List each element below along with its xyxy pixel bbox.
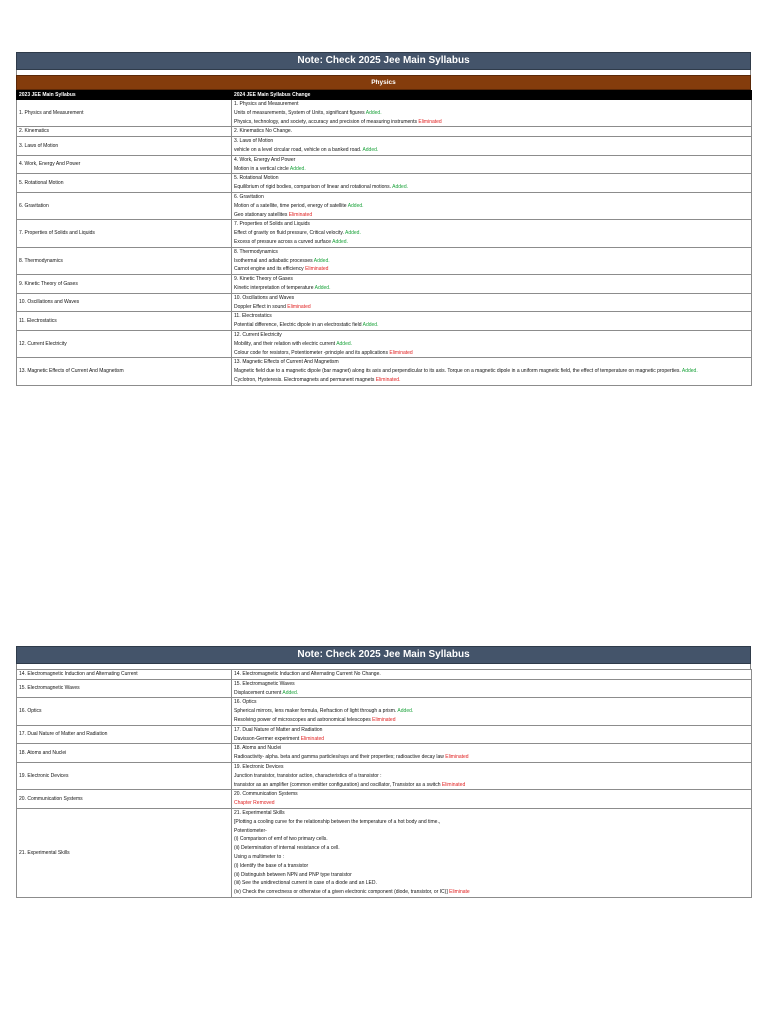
change-line	[234, 248, 749, 257]
change-line	[234, 284, 749, 293]
change-2024	[232, 670, 752, 680]
change-text: 6. Gravitation	[234, 193, 264, 200]
change-2024	[232, 247, 752, 274]
change-text: Potential difference, Electric dipole in an electrostatic field	[234, 322, 362, 329]
change-text: (i) Identify the base of a transistor	[234, 862, 309, 869]
change-line	[234, 165, 749, 174]
table-row	[17, 137, 752, 156]
eliminated-tag: Eliminate	[449, 889, 470, 896]
change-2024	[232, 744, 752, 763]
change-text: Physics, technology, and society, accuracy and precision of measuring instruments	[234, 118, 417, 125]
change-line	[234, 349, 749, 358]
eliminated-tag: Eliminated	[372, 716, 396, 723]
added-tag: Added.	[336, 340, 353, 347]
change-line	[234, 827, 749, 836]
change-text: Isothermal and adiabatic processes	[234, 257, 313, 264]
change-text: Motion of a satellite, time period, energy of satellite	[234, 202, 347, 209]
change-text: [Plotting a cooling curve for the relationship between the temperature of a hot body and time.,	[234, 818, 441, 825]
change-line	[234, 790, 749, 799]
change-line	[234, 376, 749, 385]
topic-2023: 8. Thermodynamics	[17, 247, 232, 274]
change-text: Mobility, and their relation with electric current	[234, 340, 336, 347]
eliminated-tag: Eliminated	[288, 211, 313, 218]
change-line	[234, 174, 749, 183]
eliminated-tag: Eliminated	[445, 754, 469, 761]
change-text: 12. Current Electricity	[234, 331, 282, 338]
change-line	[234, 670, 749, 679]
change-text: 21. Experimental Skills	[234, 809, 285, 816]
note-banner: Note: Check 2025 Jee Main Syllabus	[16, 646, 751, 664]
table-row	[17, 127, 752, 137]
change-2024	[232, 293, 752, 312]
change-text: Junction transistor, transistor action, characteristics of a transistor :	[234, 772, 382, 779]
table-row	[17, 698, 752, 725]
change-2024	[232, 192, 752, 219]
change-line	[234, 753, 749, 762]
added-tag: Added.	[397, 708, 414, 715]
change-line	[234, 118, 749, 127]
change-text: Motion in a vertical circle	[234, 165, 289, 172]
added-tag: Added.	[289, 165, 306, 172]
eliminated-tag: Chapter Removed	[234, 800, 275, 807]
table-row	[17, 312, 752, 331]
added-tag: Added.	[332, 238, 348, 245]
change-text: Spherical mirrors, lens maker formula, Refraction of light through a prism.	[234, 708, 397, 715]
change-text: Excess of pressure across a curved surface	[234, 238, 331, 245]
topic-2023: 5. Rotational Motion	[17, 174, 232, 193]
table-row	[17, 790, 752, 809]
table-row	[17, 679, 752, 698]
change-line	[234, 367, 749, 376]
added-tag: Added.	[362, 322, 379, 329]
change-line	[234, 229, 749, 238]
change-text: 10. Oscillations and Waves	[234, 294, 295, 301]
change-text: (iv) Check the correctness or otherwise of a given electronic component (diode, transistor, or IC)]	[234, 889, 448, 896]
added-tag: Added.	[344, 230, 361, 237]
section-heading-physics: Physics	[16, 75, 751, 90]
change-text: 5. Rotational Motion	[234, 175, 279, 182]
change-line	[234, 744, 749, 753]
note-banner: Note: Check 2025 Jee Main Syllabus	[16, 52, 751, 70]
added-tag: Added.	[347, 202, 364, 209]
change-text: 8. Thermodynamics	[234, 248, 278, 255]
change-line	[234, 109, 749, 118]
change-line	[234, 220, 749, 229]
change-text: 17. Dual Nature of Matter and Radiation	[234, 726, 323, 733]
column-header-2023: 2023 JEE Main Syllabus	[17, 91, 232, 100]
added-tag: Added.	[365, 109, 382, 116]
change-text: Geo stationary satellites	[234, 211, 288, 218]
change-2024	[232, 725, 752, 744]
change-text: 19. Electronic Devices	[234, 763, 284, 770]
change-line	[234, 726, 749, 735]
topic-2023: 1. Physics and Measurement	[17, 100, 232, 127]
eliminated-tag: Eliminated	[287, 303, 311, 310]
change-2024	[232, 698, 752, 725]
table-row	[17, 293, 752, 312]
table-row	[17, 725, 752, 744]
change-text: 15. Electromagnetic Waves	[234, 680, 295, 687]
change-text: Doppler Effect in sound	[234, 303, 286, 310]
topic-2023: 20. Communication Systems	[17, 790, 232, 809]
added-tag: Added.	[282, 689, 299, 696]
change-text: 3. Laws of Motion	[234, 138, 274, 145]
added-tag: Added.	[681, 368, 698, 375]
eliminated-tag: Eliminated	[305, 266, 329, 273]
eliminated-tag: Eliminated	[300, 735, 325, 742]
change-line	[234, 799, 749, 808]
change-line	[234, 879, 749, 888]
change-line	[234, 689, 749, 698]
change-line	[234, 137, 749, 146]
change-text: 14. Electromagnetic Induction and Alternating Current No Change.	[234, 671, 381, 677]
change-text: 13. Magnetic Effects of Current And Magnetism	[234, 359, 339, 366]
topic-2023: 11. Electrostatics	[17, 312, 232, 331]
change-line	[234, 312, 749, 321]
change-2024	[232, 127, 752, 137]
table-row	[17, 358, 752, 385]
change-line	[234, 763, 749, 772]
topic-2023: 17. Dual Nature of Matter and Radiation	[17, 725, 232, 744]
change-text: 20. Communication Systems	[234, 791, 298, 798]
change-line	[234, 257, 749, 266]
change-text: Davisson-Germer experiment	[234, 735, 300, 742]
eliminated-tag: Eliminated.	[375, 376, 401, 383]
change-line	[234, 275, 749, 284]
topic-2023: 14. Electromagnetic Induction and Alternating Current	[17, 670, 232, 680]
change-line	[234, 698, 749, 707]
table-row	[17, 670, 752, 680]
change-text: vehicle on a level circular road, vehicle on a banked road.	[234, 146, 362, 153]
change-text: Radioactivity- alpha. beta and gamma particles/rays and their properties; radioactive decay law	[234, 754, 444, 761]
change-line	[234, 809, 749, 818]
change-text: 18. Atoms and Nuclei	[234, 745, 282, 752]
eliminated-tag: Eliminated	[441, 781, 466, 788]
change-line	[234, 211, 749, 220]
topic-2023: 4. Work, Energy And Power	[17, 155, 232, 174]
topic-2023: 16. Optics	[17, 698, 232, 725]
change-text: Using a multimeter to :	[234, 853, 285, 860]
change-2024	[232, 275, 752, 294]
change-2024	[232, 174, 752, 193]
change-text: 4. Work, Energy And Power	[234, 156, 296, 163]
added-tag: Added.	[392, 184, 409, 191]
change-line	[234, 844, 749, 853]
change-text: transistor as an amplifier (common emitter configuration) and oscillator, Transistor as a switch	[234, 781, 441, 788]
added-tag: Added.	[313, 257, 330, 264]
table-header-row	[17, 91, 752, 100]
change-text: 9. Kinetic Theory of Gases	[234, 276, 293, 283]
table-row	[17, 220, 752, 247]
change-line	[234, 146, 749, 155]
change-text: Kinetic interpretation of temperature	[234, 284, 314, 291]
change-line	[234, 202, 749, 211]
change-line	[234, 156, 749, 165]
change-text: (i) Comparison of emf of two primary cells.	[234, 836, 328, 843]
change-line	[234, 862, 749, 871]
syllabus-sheet-page-2	[16, 646, 751, 898]
eliminated-tag: Eliminated	[389, 349, 413, 356]
change-text: 7. Properties of Solids and Liquids	[234, 221, 310, 228]
added-tag: Added.	[362, 146, 379, 153]
change-line	[234, 853, 749, 862]
change-text: Potentiometer-	[234, 827, 267, 834]
change-line	[234, 772, 749, 781]
topic-2023: 9. Kinetic Theory of Gases	[17, 275, 232, 294]
change-2024	[232, 312, 752, 331]
change-text: 11. Electrostatics	[234, 313, 272, 320]
table-body	[17, 670, 752, 898]
topic-2023: 12. Current Electricity	[17, 330, 232, 357]
change-text: Displacement current	[234, 689, 282, 696]
change-2024	[232, 762, 752, 789]
table-body	[17, 100, 752, 386]
change-line	[234, 707, 749, 716]
topic-2023: 19. Electronic Devices	[17, 762, 232, 789]
change-2024	[232, 358, 752, 385]
topic-2023: 13. Magnetic Effects of Current And Magnetism	[17, 358, 232, 385]
change-line	[234, 716, 749, 725]
column-header-2024: 2024 JEE Main Syllabus Change	[232, 91, 752, 100]
change-line	[234, 303, 749, 312]
syllabus-table	[16, 90, 752, 386]
eliminated-tag: Eliminated	[418, 118, 442, 125]
change-line	[234, 331, 749, 340]
table-row	[17, 155, 752, 174]
change-line	[234, 265, 749, 274]
change-line	[234, 340, 749, 349]
change-text: Colour code for resistors, Potentiometer -principle and its applications	[234, 349, 388, 356]
change-line	[234, 321, 749, 330]
topic-2023: 7. Properties of Solids and Liquids	[17, 220, 232, 247]
change-line	[234, 835, 749, 844]
change-line	[234, 193, 749, 202]
change-text: Carnot engine and its efficiency	[234, 266, 304, 273]
topic-2023: 6. Gravitation	[17, 192, 232, 219]
change-line	[234, 100, 749, 109]
topic-2023: 10. Oscillations and Waves	[17, 293, 232, 312]
change-line	[234, 358, 749, 367]
syllabus-table	[16, 669, 752, 898]
syllabus-sheet-page-1	[16, 52, 751, 386]
change-line	[234, 888, 749, 897]
table-row	[17, 762, 752, 789]
change-line	[234, 127, 749, 136]
change-2024	[232, 790, 752, 809]
change-text: 1. Physics and Measurement	[234, 101, 299, 107]
change-text: (iii) See the unidirectional current in case of a diode and an LED.	[234, 880, 377, 887]
change-text: Cyclotron, Hysteresis. Electromagnets and permanent magnets	[234, 376, 375, 383]
change-2024	[232, 155, 752, 174]
change-2024	[232, 220, 752, 247]
change-line	[234, 871, 749, 880]
change-text: Resolving power of microscopes and astronomical telescopes	[234, 716, 371, 723]
change-2024	[232, 137, 752, 156]
change-text: (ii) Distinguish between NPN and PNP type transistor	[234, 871, 352, 878]
table-row	[17, 100, 752, 127]
change-line	[234, 183, 749, 192]
change-2024	[232, 808, 752, 897]
change-line	[234, 818, 749, 827]
topic-2023: 2. Kinematics	[17, 127, 232, 137]
change-line	[234, 735, 749, 744]
change-text: 16. Optics	[234, 699, 257, 706]
change-text: Effect of gravity on fluid pressure, Critical velocity.	[234, 230, 344, 237]
topic-2023: 15. Electromagnetic Waves	[17, 679, 232, 698]
change-text: Equilibrium of rigid bodies, comparison of linear and rotational motions.	[234, 184, 392, 191]
change-text: (ii) Determination of internal resistance of a cell.	[234, 845, 340, 852]
change-text: Magnetic field due to a magnetic dipole (bar magnet) along its axis and perpendicular to its axis. Torque on a magnetic dipole in a uniform magnetic field, the effect of temperature on magnetic properties.	[234, 368, 681, 375]
change-2024	[232, 679, 752, 698]
table-row	[17, 174, 752, 193]
topic-2023: 18. Atoms and Nuclei	[17, 744, 232, 763]
change-line	[234, 680, 749, 689]
change-line	[234, 781, 749, 790]
table-row	[17, 808, 752, 897]
change-line	[234, 238, 749, 247]
topic-2023: 21. Experimental Skills	[17, 808, 232, 897]
topic-2023: 3. Laws of Motion	[17, 137, 232, 156]
table-row	[17, 330, 752, 357]
change-text: Units of measurements, System of Units, significant figures	[234, 109, 365, 116]
change-line	[234, 294, 749, 303]
table-row	[17, 192, 752, 219]
change-2024	[232, 330, 752, 357]
table-row	[17, 275, 752, 294]
change-text: 2. Kinematics No Change.	[234, 128, 293, 135]
table-row	[17, 744, 752, 763]
added-tag: Added.	[314, 284, 331, 291]
change-2024	[232, 100, 752, 127]
table-row	[17, 247, 752, 274]
